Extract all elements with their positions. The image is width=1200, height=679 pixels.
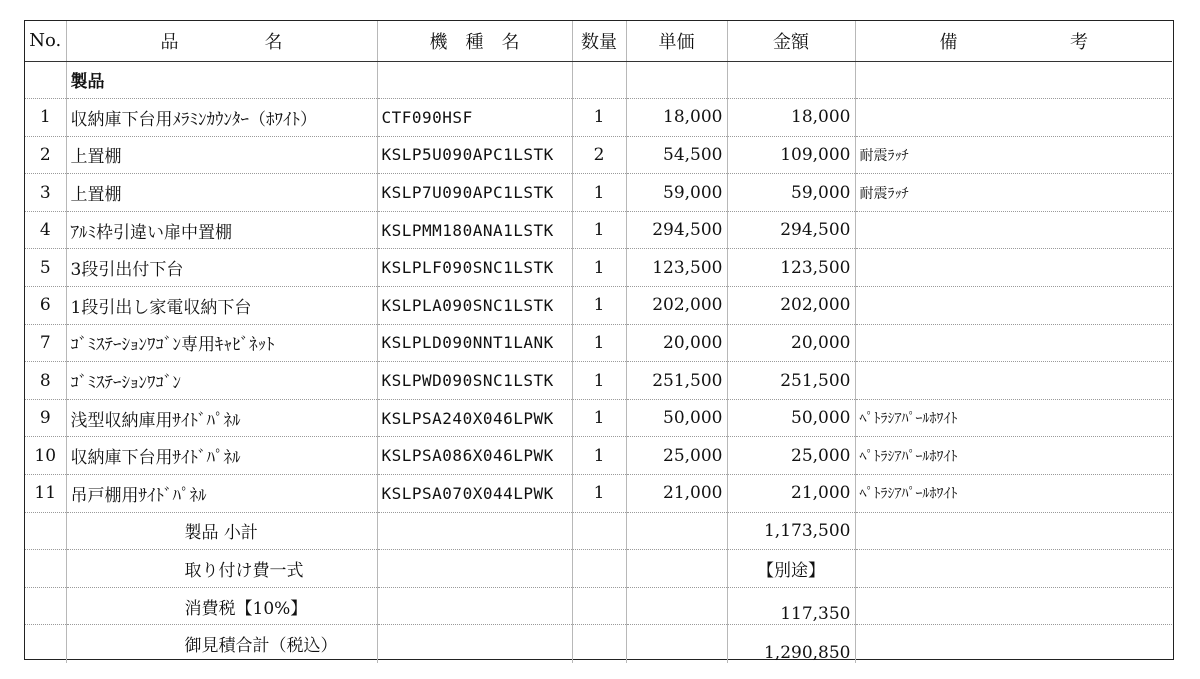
item-model: CTF090HSF <box>377 99 572 137</box>
item-qty: 1 <box>572 362 626 400</box>
header-qty: 数量 <box>572 21 626 61</box>
item-unit-price: 21,000 <box>626 475 727 513</box>
item-qty: 1 <box>572 99 626 137</box>
item-no: 6 <box>25 287 66 325</box>
item-note: 耐震ﾗｯﾁ <box>855 136 1172 174</box>
table-row <box>25 211 1172 249</box>
item-no: 11 <box>25 475 66 513</box>
table-row <box>25 324 1172 362</box>
header-note-right: 考 <box>1070 31 1088 53</box>
section-title: 製品 <box>66 61 377 99</box>
item-amount: 202,000 <box>727 287 855 325</box>
install-fee-label: 取り付け費一式 <box>66 550 377 588</box>
item-unit-price: 20,000 <box>626 324 727 362</box>
item-note <box>855 211 1172 249</box>
item-note: ﾍﾟﾄﾗｼｱﾊﾟｰﾙﾎﾜｲﾄ <box>855 399 1172 437</box>
item-name: 上置棚 <box>66 136 377 174</box>
item-unit-price: 18,000 <box>626 99 727 137</box>
item-amount: 109,000 <box>727 136 855 174</box>
header-item-name <box>66 21 377 61</box>
item-name: 浅型収納庫用ｻｲﾄﾞﾊﾟﾈﾙ <box>66 399 377 437</box>
total-label: 御見積合計（税込） <box>66 625 377 663</box>
install-fee-value: 【別途】 <box>727 550 855 588</box>
table-row <box>25 249 1172 287</box>
header-note-left: 備 <box>939 31 958 53</box>
item-name: 収納庫下台用ﾒﾗﾐﾝｶｳﾝﾀｰ（ﾎﾜｲﾄ） <box>66 99 377 137</box>
item-name: 3段引出付下台 <box>66 249 377 287</box>
item-qty: 1 <box>572 211 626 249</box>
quotation-table <box>25 21 1172 663</box>
header-no: No. <box>25 21 66 61</box>
table-row <box>25 136 1172 174</box>
item-unit-price: 54,500 <box>626 136 727 174</box>
item-unit-price: 59,000 <box>626 174 727 212</box>
install-fee-row <box>25 550 1172 588</box>
header-item-name-right: 名 <box>264 31 283 53</box>
item-qty: 1 <box>572 249 626 287</box>
item-no: 7 <box>25 324 66 362</box>
item-unit-price: 50,000 <box>626 399 727 437</box>
item-model: KSLPMM180ANA1LSTK <box>377 211 572 249</box>
item-amount: 251,500 <box>727 362 855 400</box>
item-amount: 20,000 <box>727 324 855 362</box>
item-model: KSLPSA240X046LPWK <box>377 399 572 437</box>
item-name: ｱﾙﾐ枠引違い扉中置棚 <box>66 211 377 249</box>
header-note <box>855 21 1172 61</box>
item-model: KSLPLD090NNT1LANK <box>377 324 572 362</box>
item-name: 上置棚 <box>66 174 377 212</box>
item-amount: 21,000 <box>727 475 855 513</box>
subtotal-label: 製品 小計 <box>66 512 377 550</box>
item-unit-price: 123,500 <box>626 249 727 287</box>
item-amount: 294,500 <box>727 211 855 249</box>
item-name: 1段引出し家電収納下台 <box>66 287 377 325</box>
item-no: 10 <box>25 437 66 475</box>
table-row <box>25 475 1172 513</box>
item-qty: 2 <box>572 136 626 174</box>
section-row <box>25 61 1172 99</box>
table-row <box>25 99 1172 137</box>
item-note <box>855 249 1172 287</box>
item-note: ﾍﾟﾄﾗｼｱﾊﾟｰﾙﾎﾜｲﾄ <box>855 437 1172 475</box>
item-name: 収納庫下台用ｻｲﾄﾞﾊﾟﾈﾙ <box>66 437 377 475</box>
item-no: 9 <box>25 399 66 437</box>
subtotal-row <box>25 512 1172 550</box>
item-no: 8 <box>25 362 66 400</box>
item-no: 3 <box>25 174 66 212</box>
item-amount: 123,500 <box>727 249 855 287</box>
table-row <box>25 174 1172 212</box>
header-item-name-left: 品 <box>160 31 179 53</box>
item-qty: 1 <box>572 399 626 437</box>
table-row <box>25 287 1172 325</box>
item-note <box>855 324 1172 362</box>
item-unit-price: 294,500 <box>626 211 727 249</box>
item-amount: 50,000 <box>727 399 855 437</box>
item-no: 1 <box>25 99 66 137</box>
item-model: KSLPSA070X044LPWK <box>377 475 572 513</box>
item-amount: 59,000 <box>727 174 855 212</box>
quotation-sheet <box>24 20 1174 663</box>
table-row <box>25 437 1172 475</box>
item-note <box>855 99 1172 137</box>
item-qty: 1 <box>572 475 626 513</box>
item-unit-price: 25,000 <box>626 437 727 475</box>
tax-label: 消費税【10%】 <box>66 587 377 625</box>
item-qty: 1 <box>572 287 626 325</box>
item-qty: 1 <box>572 174 626 212</box>
table-row <box>25 399 1172 437</box>
item-note <box>855 362 1172 400</box>
item-no: 4 <box>25 211 66 249</box>
tax-value: 117,350 <box>727 587 855 625</box>
item-unit-price: 251,500 <box>626 362 727 400</box>
item-qty: 1 <box>572 324 626 362</box>
item-no: 5 <box>25 249 66 287</box>
item-model: KSLPLF090SNC1LSTK <box>377 249 572 287</box>
item-note <box>855 287 1172 325</box>
item-unit-price: 202,000 <box>626 287 727 325</box>
item-note: ﾍﾟﾄﾗｼｱﾊﾟｰﾙﾎﾜｲﾄ <box>855 475 1172 513</box>
total-row <box>25 625 1172 663</box>
item-name: ｺﾞﾐｽﾃｰｼｮﾝﾜｺﾞﾝ <box>66 362 377 400</box>
item-model: KSLPLA090SNC1LSTK <box>377 287 572 325</box>
item-amount: 18,000 <box>727 99 855 137</box>
table-row <box>25 362 1172 400</box>
item-no: 2 <box>25 136 66 174</box>
item-model: KSLPWD090SNC1LSTK <box>377 362 572 400</box>
subtotal-value: 1,173,500 <box>727 512 855 550</box>
tax-row <box>25 587 1172 625</box>
item-model: KSLP5U090APC1LSTK <box>377 136 572 174</box>
total-value: 1,290,850 <box>727 625 855 663</box>
item-model: KSLP7U090APC1LSTK <box>377 174 572 212</box>
header-row <box>25 21 1172 61</box>
item-name: ｺﾞﾐｽﾃｰｼｮﾝﾜｺﾞﾝ専用ｷｬﾋﾞﾈｯﾄ <box>66 324 377 362</box>
header-unit-price: 単価 <box>626 21 727 61</box>
item-note: 耐震ﾗｯﾁ <box>855 174 1172 212</box>
header-amount: 金額 <box>727 21 855 61</box>
item-name: 吊戸棚用ｻｲﾄﾞﾊﾟﾈﾙ <box>66 475 377 513</box>
header-model: 機 種 名 <box>377 21 572 61</box>
item-amount: 25,000 <box>727 437 855 475</box>
item-qty: 1 <box>572 437 626 475</box>
item-model: KSLPSA086X046LPWK <box>377 437 572 475</box>
